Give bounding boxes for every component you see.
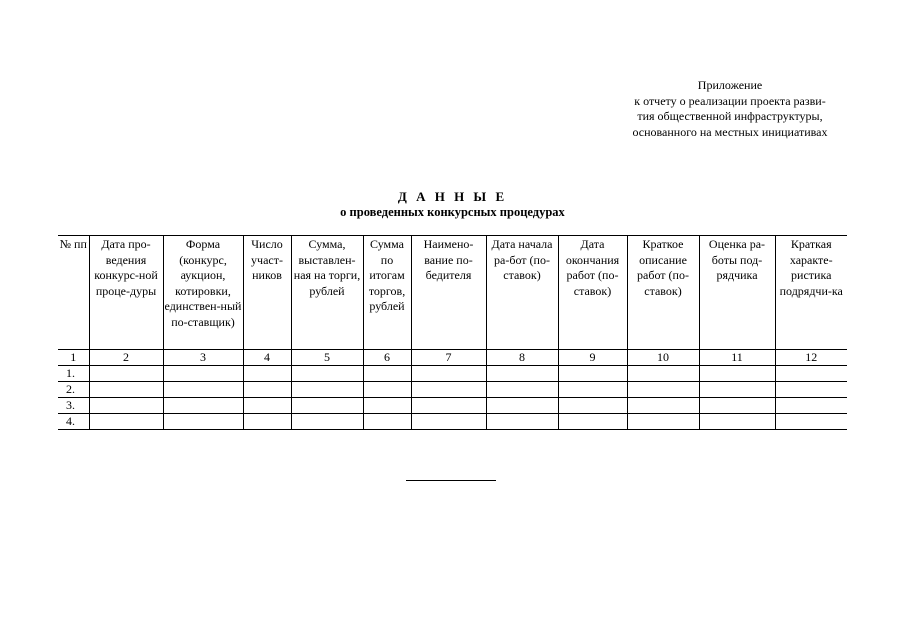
- document-title: Д А Н Н Ы Е: [397, 189, 508, 204]
- table-cell: [291, 382, 363, 398]
- header-cell: Дата начала ра-бот (по-ставок): [486, 236, 558, 350]
- table-cell: [627, 398, 699, 414]
- table-cell: [411, 414, 486, 430]
- table-cell: [775, 398, 847, 414]
- column-number: 11: [699, 350, 775, 366]
- table-cell: [699, 398, 775, 414]
- header-cell: Оценка ра-боты под-рядчика: [699, 236, 775, 350]
- appendix-line: Приложение: [697, 78, 763, 92]
- header-cell: № пп: [58, 236, 89, 350]
- table-cell: [486, 382, 558, 398]
- document-subtitle: о проведенных конкурсных процедурах: [340, 205, 565, 219]
- row-number: 4.: [58, 414, 89, 430]
- column-number: 9: [558, 350, 627, 366]
- table-cell: [363, 398, 411, 414]
- table-cell: [486, 398, 558, 414]
- header-cell: Краткая характе-ристика подрядчи-ка: [775, 236, 847, 350]
- table-cell: [243, 366, 291, 382]
- appendix-line: тия общественной инфраструктуры,: [637, 109, 823, 123]
- table-row: [58, 366, 847, 382]
- table-cell: [558, 398, 627, 414]
- column-number: 4: [243, 350, 291, 366]
- table-cell: [775, 366, 847, 382]
- column-number: 5: [291, 350, 363, 366]
- column-number: 3: [163, 350, 243, 366]
- footer-divider: [406, 480, 496, 481]
- column-number: 7: [411, 350, 486, 366]
- table-cell: [411, 398, 486, 414]
- table-cell: [291, 398, 363, 414]
- row-number: 2.: [58, 382, 89, 398]
- header-cell: Сумма по итогам торгов, рублей: [363, 236, 411, 350]
- table-cell: [699, 366, 775, 382]
- header-row: [58, 236, 847, 350]
- table-cell: [89, 382, 163, 398]
- table-cell: [89, 398, 163, 414]
- table-row: [58, 414, 847, 430]
- table-cell: [163, 398, 243, 414]
- table-cell: [486, 414, 558, 430]
- appendix-line: основанного на местных инициативах: [632, 124, 828, 139]
- table-cell: [243, 414, 291, 430]
- column-number-row: [58, 350, 847, 366]
- row-number: 3.: [58, 398, 89, 414]
- table-cell: [243, 382, 291, 398]
- table-row: [58, 398, 847, 414]
- column-number: 1: [58, 350, 89, 366]
- table-cell: [363, 366, 411, 382]
- table-cell: [775, 382, 847, 398]
- table-cell: [627, 382, 699, 398]
- table-cell: [627, 414, 699, 430]
- table-cell: [699, 414, 775, 430]
- table-cell: [243, 398, 291, 414]
- header-cell: Сумма, выставлен-ная на торги, рублей: [291, 236, 363, 350]
- table-cell: [363, 414, 411, 430]
- table-cell: [775, 414, 847, 430]
- table-row: [58, 382, 847, 398]
- table-cell: [411, 366, 486, 382]
- header-cell: Наимено-вание по-бедителя: [411, 236, 486, 350]
- header-cell: Дата про-ведения конкурс-ной проце-дуры: [89, 236, 163, 350]
- table-cell: [163, 382, 243, 398]
- procedures-table: [58, 235, 847, 430]
- table-cell: [163, 414, 243, 430]
- table-cell: [627, 366, 699, 382]
- appendix-line: к отчету о реализации проекта разви-: [634, 93, 826, 108]
- table-cell: [699, 382, 775, 398]
- table-cell: [291, 366, 363, 382]
- table-cell: [558, 366, 627, 382]
- column-number: 12: [775, 350, 847, 366]
- row-number: 1.: [58, 366, 89, 382]
- column-number: 2: [89, 350, 163, 366]
- table-cell: [411, 382, 486, 398]
- column-number: 6: [363, 350, 411, 366]
- header-cell: Число участ-ников: [243, 236, 291, 350]
- column-number: 10: [627, 350, 699, 366]
- table-cell: [363, 382, 411, 398]
- table-cell: [89, 366, 163, 382]
- table-cell: [163, 366, 243, 382]
- table-cell: [89, 414, 163, 430]
- header-cell: Краткое описание работ (по-ставок): [627, 236, 699, 350]
- header-cell: Дата окончания работ (по-ставок): [558, 236, 627, 350]
- table-cell: [486, 366, 558, 382]
- table-cell: [558, 382, 627, 398]
- table-cell: [291, 414, 363, 430]
- appendix-note: [590, 78, 870, 140]
- column-number: 8: [486, 350, 558, 366]
- table-cell: [558, 414, 627, 430]
- header-cell: Форма (конкурс, аукцион, котировки, единствен-ный по-ставщик): [163, 236, 243, 350]
